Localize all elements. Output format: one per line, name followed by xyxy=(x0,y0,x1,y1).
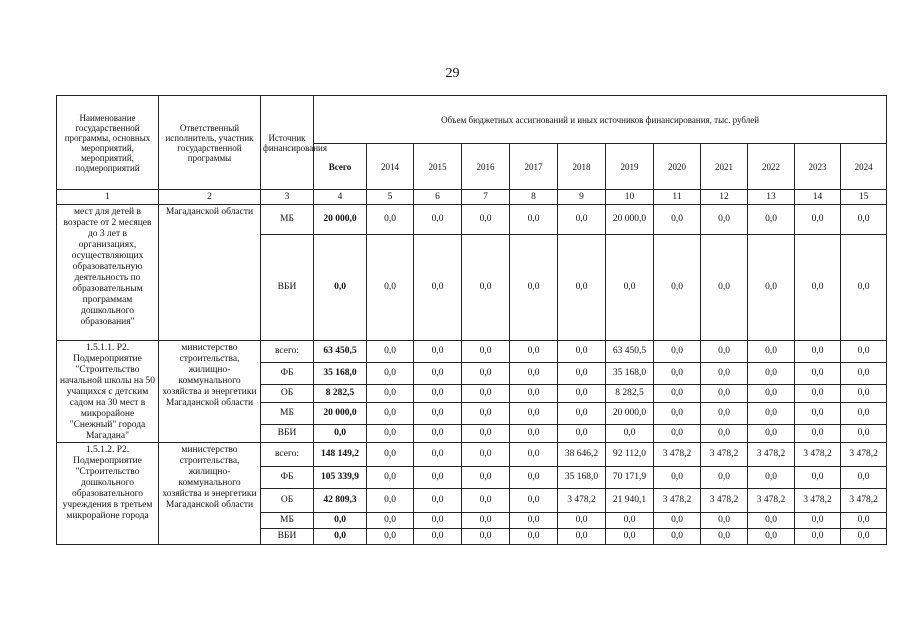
value-cell: 0,0 xyxy=(510,385,558,403)
value-cell: 0,0 xyxy=(462,235,510,341)
value-cell: 0,0 xyxy=(510,513,558,529)
header-source: Источник финансирования xyxy=(261,96,314,190)
value-cell: 0,0 xyxy=(795,235,841,341)
value-cell: 0,0 xyxy=(701,363,748,385)
value-cell: 0,0 xyxy=(510,425,558,443)
value-cell: 0,0 xyxy=(748,363,795,385)
value-cell: 0,0 xyxy=(748,235,795,341)
total-cell: 35 168,0 xyxy=(314,363,367,385)
value-cell: 0,0 xyxy=(841,403,887,425)
value-cell: 0,0 xyxy=(414,529,462,545)
column-index: 9 xyxy=(558,190,606,205)
total-cell: 20 000,0 xyxy=(314,403,367,425)
column-index: 13 xyxy=(748,190,795,205)
value-cell: 0,0 xyxy=(558,529,606,545)
value-cell: 0,0 xyxy=(654,363,701,385)
value-cell: 3 478,2 xyxy=(841,489,887,513)
value-cell: 0,0 xyxy=(462,403,510,425)
funding-source: МБ xyxy=(261,513,314,529)
value-cell: 0,0 xyxy=(841,385,887,403)
value-cell: 0,0 xyxy=(414,385,462,403)
value-cell: 0,0 xyxy=(510,341,558,363)
funding-source: ОБ xyxy=(261,489,314,513)
value-cell: 0,0 xyxy=(510,529,558,545)
value-cell: 0,0 xyxy=(414,443,462,467)
value-cell: 0,0 xyxy=(510,363,558,385)
value-cell: 0,0 xyxy=(414,205,462,235)
value-cell: 0,0 xyxy=(414,341,462,363)
value-cell: 0,0 xyxy=(558,385,606,403)
table-row xyxy=(57,443,887,467)
value-cell: 0,0 xyxy=(701,467,748,489)
funding-source: ВБИ xyxy=(261,235,314,341)
funding-source: ВБИ xyxy=(261,425,314,443)
total-cell: 8 282,5 xyxy=(314,385,367,403)
table-row xyxy=(57,341,887,363)
value-cell: 3 478,2 xyxy=(701,489,748,513)
value-cell: 0,0 xyxy=(510,235,558,341)
value-cell: 0,0 xyxy=(510,443,558,467)
header-year: 2017 xyxy=(510,144,558,190)
header-year: 2022 xyxy=(748,144,795,190)
total-cell: 148 149,2 xyxy=(314,443,367,467)
value-cell: 0,0 xyxy=(654,235,701,341)
value-cell: 3 478,2 xyxy=(841,443,887,467)
measure-name: мест для детей в возрасте от 2 месяцев до 3 лет в организациях, осуществляющих образовательную деятельность по образовательным программам дошкольного образования" xyxy=(57,205,159,341)
column-index: 3 xyxy=(261,190,314,205)
executor: министерство строительства, жилищно-коммунального хозяйства и энергетики Магаданской области xyxy=(159,443,261,545)
value-cell: 0,0 xyxy=(841,467,887,489)
value-cell: 0,0 xyxy=(367,467,414,489)
value-cell: 0,0 xyxy=(795,363,841,385)
value-cell: 35 168,0 xyxy=(606,363,654,385)
funding-source: ВБИ xyxy=(261,529,314,545)
value-cell: 0,0 xyxy=(367,205,414,235)
value-cell: 38 646,2 xyxy=(558,443,606,467)
header-year: 2023 xyxy=(795,144,841,190)
column-index: 2 xyxy=(159,190,261,205)
value-cell: 0,0 xyxy=(654,403,701,425)
value-cell: 0,0 xyxy=(606,425,654,443)
value-cell: 0,0 xyxy=(841,341,887,363)
header-year: 2020 xyxy=(654,144,701,190)
header-year: 2024 xyxy=(841,144,887,190)
value-cell: 0,0 xyxy=(462,363,510,385)
value-cell: 0,0 xyxy=(701,513,748,529)
column-index: 11 xyxy=(654,190,701,205)
value-cell: 0,0 xyxy=(654,513,701,529)
value-cell: 0,0 xyxy=(841,205,887,235)
value-cell: 0,0 xyxy=(748,205,795,235)
value-cell: 0,0 xyxy=(414,513,462,529)
value-cell: 3 478,2 xyxy=(701,443,748,467)
value-cell: 0,0 xyxy=(414,235,462,341)
column-index: 8 xyxy=(510,190,558,205)
column-index: 7 xyxy=(462,190,510,205)
column-index: 1 xyxy=(57,190,159,205)
value-cell: 0,0 xyxy=(510,467,558,489)
value-cell: 0,0 xyxy=(414,467,462,489)
measure-name: 1.5.1.1. Р2. Подмероприятие "Строительство начальной школы на 50 учащихся с детским садом на 30 мест в микрорайоне "Снежный" города Магадана" xyxy=(57,341,159,443)
value-cell: 0,0 xyxy=(414,489,462,513)
value-cell: 0,0 xyxy=(367,529,414,545)
value-cell: 0,0 xyxy=(558,425,606,443)
value-cell: 0,0 xyxy=(462,425,510,443)
value-cell: 0,0 xyxy=(462,513,510,529)
value-cell: 0,0 xyxy=(462,489,510,513)
value-cell: 0,0 xyxy=(795,529,841,545)
value-cell: 8 282,5 xyxy=(606,385,654,403)
funding-source: всего: xyxy=(261,443,314,467)
header-year: 2019 xyxy=(606,144,654,190)
column-index: 14 xyxy=(795,190,841,205)
value-cell: 0,0 xyxy=(701,403,748,425)
value-cell: 0,0 xyxy=(654,341,701,363)
value-cell: 0,0 xyxy=(414,425,462,443)
measure-name: 1.5.1.2. Р2. Подмероприятие "Строительство дошкольного образовательного учреждения в третьем микрорайоне города xyxy=(57,443,159,545)
value-cell: 3 478,2 xyxy=(748,489,795,513)
value-cell: 0,0 xyxy=(654,467,701,489)
value-cell: 3 478,2 xyxy=(795,489,841,513)
value-cell: 0,0 xyxy=(367,403,414,425)
value-cell: 21 940,1 xyxy=(606,489,654,513)
value-cell: 0,0 xyxy=(841,529,887,545)
value-cell: 0,0 xyxy=(701,235,748,341)
value-cell: 0,0 xyxy=(654,529,701,545)
value-cell: 3 478,2 xyxy=(654,443,701,467)
value-cell: 0,0 xyxy=(795,385,841,403)
value-cell: 0,0 xyxy=(558,403,606,425)
header-year: 2014 xyxy=(367,144,414,190)
total-cell: 0,0 xyxy=(314,529,367,545)
value-cell: 3 478,2 xyxy=(654,489,701,513)
value-cell: 3 478,2 xyxy=(748,443,795,467)
value-cell: 0,0 xyxy=(748,385,795,403)
budget-table xyxy=(56,95,887,545)
value-cell: 0,0 xyxy=(748,513,795,529)
column-index: 15 xyxy=(841,190,887,205)
value-cell: 0,0 xyxy=(654,385,701,403)
value-cell: 0,0 xyxy=(795,403,841,425)
funding-source: МБ xyxy=(261,403,314,425)
total-cell: 0,0 xyxy=(314,425,367,443)
value-cell: 0,0 xyxy=(701,425,748,443)
value-cell: 0,0 xyxy=(606,529,654,545)
value-cell: 0,0 xyxy=(748,467,795,489)
funding-source: ФБ xyxy=(261,363,314,385)
total-cell: 105 339,9 xyxy=(314,467,367,489)
value-cell: 0,0 xyxy=(701,385,748,403)
value-cell: 0,0 xyxy=(795,341,841,363)
total-cell: 42 809,3 xyxy=(314,489,367,513)
value-cell: 0,0 xyxy=(841,363,887,385)
value-cell: 0,0 xyxy=(558,235,606,341)
value-cell: 0,0 xyxy=(462,341,510,363)
value-cell: 0,0 xyxy=(748,403,795,425)
page-number: 29 xyxy=(445,66,460,81)
value-cell: 92 112,0 xyxy=(606,443,654,467)
header-year: 2016 xyxy=(462,144,510,190)
value-cell: 0,0 xyxy=(841,235,887,341)
value-cell: 0,0 xyxy=(558,363,606,385)
value-cell: 0,0 xyxy=(606,513,654,529)
header-total: Всего xyxy=(314,144,367,190)
value-cell: 0,0 xyxy=(606,235,654,341)
header-year: 2021 xyxy=(701,144,748,190)
value-cell: 0,0 xyxy=(558,341,606,363)
value-cell: 0,0 xyxy=(367,513,414,529)
value-cell: 0,0 xyxy=(367,385,414,403)
value-cell: 0,0 xyxy=(462,529,510,545)
value-cell: 0,0 xyxy=(414,363,462,385)
table-row xyxy=(57,205,887,235)
executor: Магаданской области xyxy=(159,205,261,341)
executor: министерство строительства, жилищно-коммунального хозяйства и энергетики Магаданской области xyxy=(159,341,261,443)
column-index: 6 xyxy=(414,190,462,205)
funding-source: ФБ xyxy=(261,467,314,489)
value-cell: 0,0 xyxy=(701,341,748,363)
value-cell: 0,0 xyxy=(748,341,795,363)
value-cell: 0,0 xyxy=(462,385,510,403)
funding-source: ОБ xyxy=(261,385,314,403)
column-index-row xyxy=(57,190,887,205)
value-cell: 0,0 xyxy=(654,205,701,235)
value-cell: 0,0 xyxy=(841,513,887,529)
total-cell: 0,0 xyxy=(314,235,367,341)
column-index: 10 xyxy=(606,190,654,205)
funding-source: всего: xyxy=(261,341,314,363)
value-cell: 35 168,0 xyxy=(558,467,606,489)
value-cell: 70 171,9 xyxy=(606,467,654,489)
value-cell: 0,0 xyxy=(367,425,414,443)
value-cell: 0,0 xyxy=(510,489,558,513)
value-cell: 0,0 xyxy=(462,443,510,467)
value-cell: 20 000,0 xyxy=(606,403,654,425)
value-cell: 3 478,2 xyxy=(558,489,606,513)
column-index: 5 xyxy=(367,190,414,205)
column-index: 4 xyxy=(314,190,367,205)
header-year: 2018 xyxy=(558,144,606,190)
value-cell: 0,0 xyxy=(558,513,606,529)
value-cell: 0,0 xyxy=(701,205,748,235)
header-budget: Объем бюджетных ассигнований и иных источников финансирования, тыс. рублей xyxy=(314,96,887,144)
total-cell: 20 000,0 xyxy=(314,205,367,235)
value-cell: 0,0 xyxy=(367,363,414,385)
value-cell: 0,0 xyxy=(748,425,795,443)
value-cell: 0,0 xyxy=(841,425,887,443)
value-cell: 20 000,0 xyxy=(606,205,654,235)
header-year: 2015 xyxy=(414,144,462,190)
column-index: 12 xyxy=(701,190,748,205)
value-cell: 63 450,5 xyxy=(606,341,654,363)
value-cell: 0,0 xyxy=(462,205,510,235)
total-cell: 0,0 xyxy=(314,513,367,529)
value-cell: 0,0 xyxy=(795,205,841,235)
value-cell: 0,0 xyxy=(367,443,414,467)
value-cell: 0,0 xyxy=(510,205,558,235)
header-name: Наименование государственной программы, основных мероприятий, мероприятий, подмероприятий xyxy=(57,96,159,190)
header-executor: Ответственный исполнитель, участник государственной программы xyxy=(159,96,261,190)
value-cell: 0,0 xyxy=(414,403,462,425)
value-cell: 0,0 xyxy=(367,235,414,341)
value-cell: 0,0 xyxy=(748,529,795,545)
value-cell: 0,0 xyxy=(654,425,701,443)
value-cell: 0,0 xyxy=(367,489,414,513)
value-cell: 0,0 xyxy=(558,205,606,235)
value-cell: 0,0 xyxy=(510,403,558,425)
value-cell: 0,0 xyxy=(701,529,748,545)
value-cell: 0,0 xyxy=(367,341,414,363)
total-cell: 63 450,5 xyxy=(314,341,367,363)
funding-source: МБ xyxy=(261,205,314,235)
value-cell: 0,0 xyxy=(795,513,841,529)
value-cell: 0,0 xyxy=(795,467,841,489)
value-cell: 3 478,2 xyxy=(795,443,841,467)
value-cell: 0,0 xyxy=(795,425,841,443)
value-cell: 0,0 xyxy=(462,467,510,489)
